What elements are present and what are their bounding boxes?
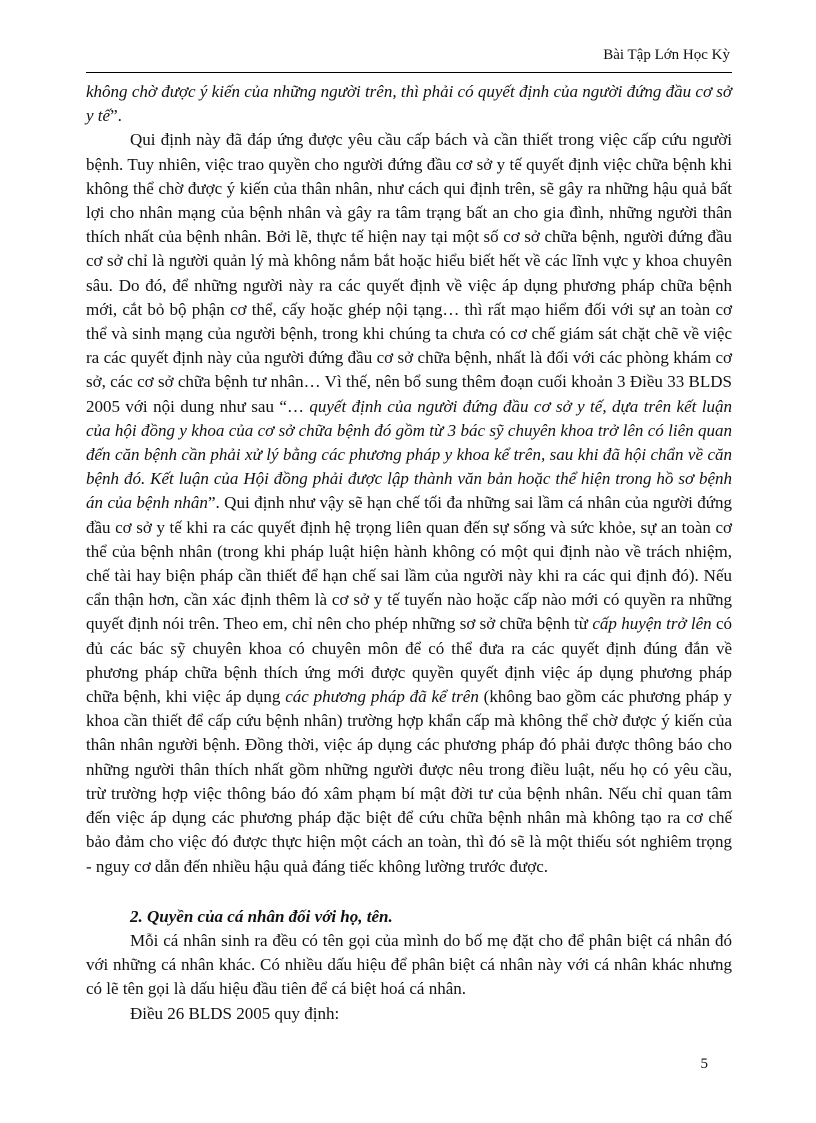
paragraph-continuation <box>86 80 732 128</box>
italic-methods: các phương pháp đã kể trên <box>285 687 479 707</box>
text-run: Qui định này đã đáp ứng được yêu cầu cấp bách và cần thiết trong việc cấp cứu người bệnh. Tuy nhiên, việc trao quyền cho người đứng đầu cơ sở y tế quyết định việc chữa bệnh khi không thể chờ được ý kiến của thân nhân, như cách qui định trên, sẽ gây ra những hậu quả bất lợi cho nhân mạng của bệnh nhân và gây ra tâm trạng bất an cho gia đình, những người thân thích nhất của bệnh nhân. Bởi lẽ, thực tế hiện nay tại một số cơ sở chữa bệnh, người đứng đầu cơ sở chỉ là người quản lý mà không nắm bắt hoặc hiểu biết hết về các lĩnh vực y khoa chuyên sâu. Do đó, để những người này ra các quyết định về việc áp dụng phương pháp chữa bệnh mới, cắt bỏ bộ phận cơ thể, cấy hoặc ghép nội tạng… thì rất mạo hiểm đối với sự an toàn cơ thể và sinh mạng của người bệnh, trong khi chúng ta chưa có cơ chế giám sát chặt chẽ về việc ra các quyết định này của người đứng đầu cơ sở chữa bệnh, nhất là đối với các phòng khám cơ sở, các cơ sở chữa bệnh tư nhân… Vì thế, nên bổ sung thêm đoạn cuối khoản 3 Điều 33 BLDS 2005 với nội dung như sau “… <box>86 130 732 416</box>
section-heading: 2. Quyền của cá nhân đối với họ, tên. <box>130 906 393 926</box>
page-number: 5 <box>700 1056 708 1072</box>
paragraph-name-rights: Mỗi cá nhân sinh ra đều có tên gọi của mình do bố mẹ đặt cho để phân biệt cá nhân đó với những cá nhân khác. Có nhiều dấu hiệu để phân biệt cá nhân này với cá nhân khác nhưng có lẽ tên gọi là dấu hiệu đầu tiên để cá biệt hoá cá nhân. <box>86 930 732 999</box>
italic-level: cấp huyện trở lên <box>592 614 712 634</box>
running-header: Bài Tập Lớn Học Kỳ <box>603 47 730 63</box>
italic-proposal: quyết định của người đứng đầu cơ sở y tế, dựa trên kết luận của hội đồng y khoa của cơ sở chữa bệnh đó gồm từ 3 bác sỹ chuyên khoa trở lên có liên quan đến căn bệnh cần phải xử lý bằng các phương pháp y khoa kể trên, sau khi đã hội chẩn về căn bệnh đó. Kết luận của Hội đồng phải được lập thành văn bản hoặc thể hiện trong hồ sơ bệnh án của bệnh nhân <box>86 396 732 513</box>
text-run: có đủ các bác sỹ chuyên khoa có chuyên môn để có thể đưa ra các quyết định đúng đắn về phương pháp chữa bệnh thích ứng mới được quyền quyết định việc áp dụng phương pháp chữa bệnh, khi việc áp dụng <box>86 614 732 707</box>
page-body <box>86 80 732 1026</box>
header-rule <box>86 72 732 73</box>
text-run: ”. Qui định như vậy sẽ hạn chế tối đa những sai lầm cá nhân của người đứng đầu cơ sở y tế khi ra các quyết định hệ trọng liên quan đến sự sống và sức khỏe, sự an toàn cơ thể của bệnh nhân (trong khi pháp luật hiện hành không có một qui định nào về trách nhiệm, chế tài hay biện pháp cần thiết để hạn chế sai lầm của người này khi ra các qui định đó). Nếu cẩn thận hơn, cần xác định thêm là cơ sở y tế tuyến nào hoặc cấp nào mới có quyền ra những quyết định nói trên. Theo em, chỉ nên cho phép những sơ sở chữa bệnh từ <box>86 493 733 634</box>
paragraph-article-26: Điều 26 BLDS 2005 quy định: <box>130 1003 340 1023</box>
quote-end: ”. <box>110 106 122 126</box>
text-run: (không bao gồm các phương pháp y khoa cần thiết để cấp cứu bệnh nhân) trường hợp khẩn cấp mà không thể chờ được ý kiến của thân nhân người bệnh. Đồng thời, việc áp dụng các phương pháp đó phải được thông báo cho những người thân thích nhất gồm những người được nêu trong điều luật, nếu họ có yêu cầu, trừ trường hợp việc thông báo đó xâm phạm bí mật đời tư của bệnh nhân. Nếu chỉ quan tâm đến việc áp dụng các phương pháp đặc biệt để cứu chữa bệnh nhân mà không tạo ra cơ chế bảo đảm cho việc đó được thực hiện một cách an toàn, thì đó sẽ là một thiếu sót nghiêm trọng - nguy cơ dẫn đến nhiều hậu quả đáng tiếc không lường trước được. <box>86 687 733 876</box>
paragraph-analysis <box>86 128 732 878</box>
italic-quote: không chờ được ý kiến của những người trên, thì phải có quyết định của người đứng đầu cơ sở y tế <box>86 82 732 126</box>
